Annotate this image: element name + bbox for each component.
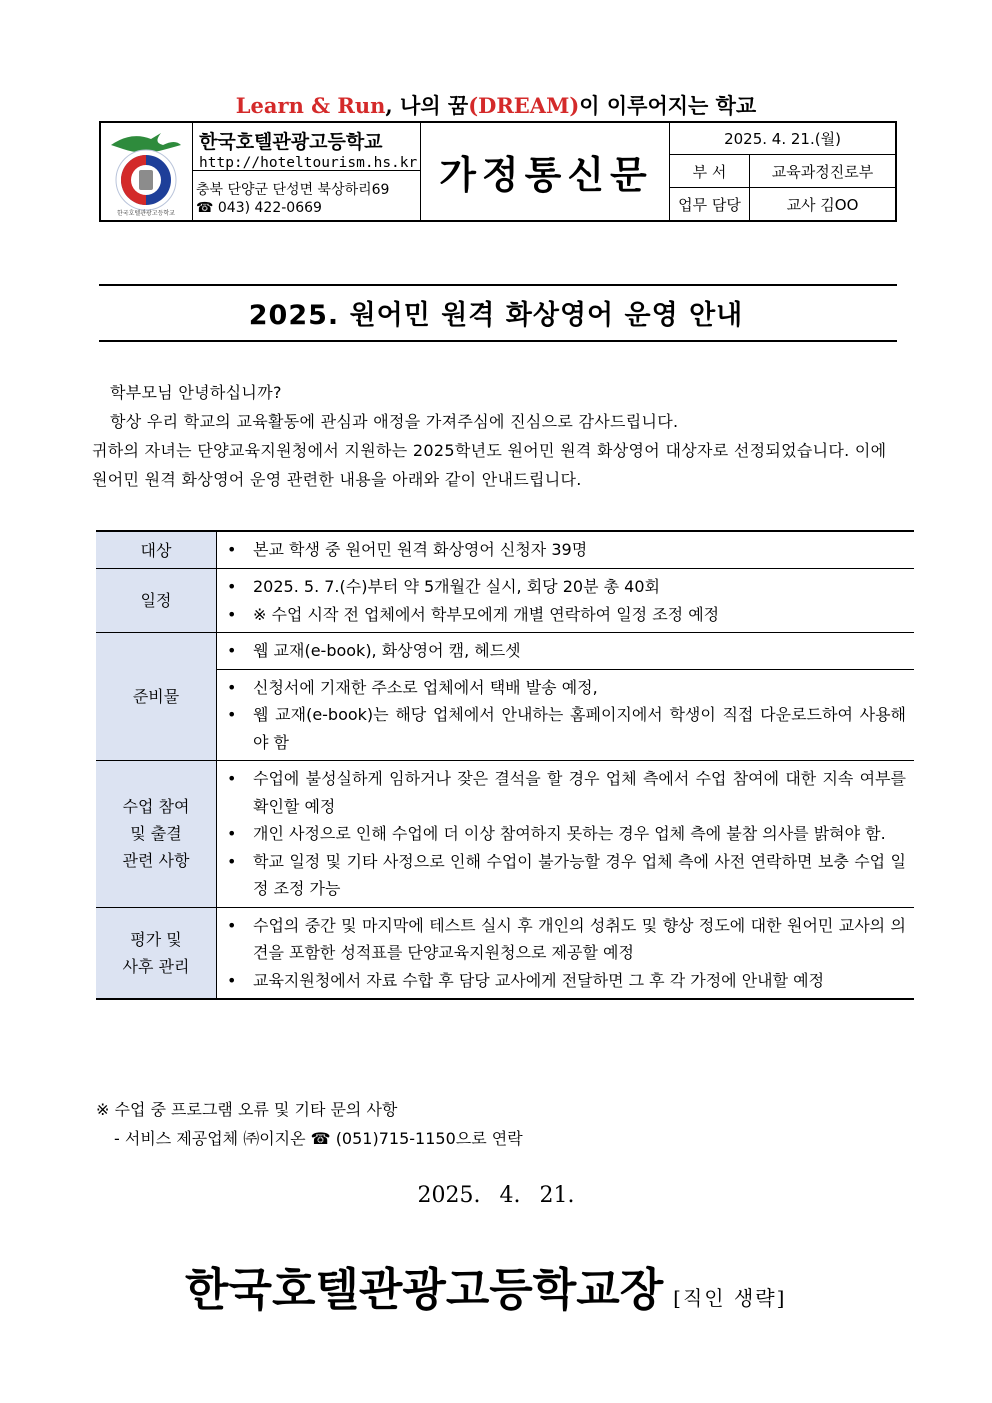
target-label: 대상 — [96, 531, 217, 569]
school-name: 한국호텔관광고등학교 — [199, 131, 383, 153]
schedule-list — [227, 573, 906, 628]
title-top-rule — [99, 284, 897, 286]
attendance-list — [227, 765, 906, 903]
manager-label: 업무 담당 — [670, 188, 750, 220]
list-item: • 웹 교재(e-book)는 해당 업체에서 안내하는 홈페이지에서 학생이 직접 다운로드하여 사용해야 함 — [227, 701, 906, 756]
dept-label: 부 서 — [670, 155, 750, 187]
manager-value: 교사 김OO — [786, 195, 859, 214]
thanks: 항상 우리 학교의 교육활동에 관심과 애정을 가져주심에 진심으로 감사드립니다. — [110, 412, 679, 431]
school-logo — [101, 123, 191, 220]
note-line-2: - 서비스 제공업체 ㈜이지온 ☎ (051)715-1150으로 연락 — [114, 1129, 523, 1148]
list-item: • 수업의 중간 및 마지막에 테스트 실시 후 개인의 성취도 및 향상 정도에 대한 원어민 교사의 의견을 포함한 성적표를 단양교육지원청으로 제공할 예정 — [227, 912, 906, 967]
list-item: • 신청서에 기재한 주소로 업체에서 택배 발송 예정, — [227, 674, 906, 702]
school-url[interactable]: http://hoteltourism.hs.kr — [199, 155, 418, 171]
seal-note: [직인 생략] — [673, 1286, 787, 1310]
list-item: • 수업에 불성실하게 임하거나 잦은 결석을 할 경우 업체 측에서 수업 참여에 대한 지속 여부를 확인할 예정 — [227, 765, 906, 820]
doc-date: 2025. 4. 21.(월) — [670, 123, 895, 155]
doc-title-cell — [423, 123, 670, 220]
list-item: • 웹 교재(e-book), 화상영어 캠, 헤드셋 — [227, 637, 906, 665]
list-item: • 개인 사정으로 인해 수업에 더 이상 참여하지 못하는 경우 업체 측에 불참 의사를 밝혀야 함. — [227, 820, 906, 848]
table-row-attendance — [96, 761, 914, 908]
table-row-prep-b — [96, 669, 914, 761]
motto-end: 이 이루어지는 학교 — [579, 93, 757, 118]
schedule-label: 일정 — [96, 569, 217, 633]
doc-title: 가정통신문 — [439, 152, 653, 197]
intro-text — [92, 378, 902, 494]
principal-signature — [185, 1253, 786, 1318]
school-logo-cell — [101, 123, 193, 220]
eval-label: 평가 및 사후 관리 — [96, 907, 217, 999]
prep-list-a — [227, 637, 906, 665]
table-row-eval — [96, 907, 914, 999]
letterhead — [99, 121, 897, 222]
school-phone: ☎ 043) 422-0669 — [196, 200, 322, 216]
list-item: • ※ 수업 시작 전 업체에서 학부모에게 개별 연락하여 일정 조정 예정 — [227, 601, 906, 629]
table-row-target — [96, 531, 914, 569]
page-title: 2025. 원어민 원격 화상영어 운영 안내 — [248, 300, 744, 331]
table-row-schedule — [96, 569, 914, 633]
logo-ring-text: 한국호텔관광고등학교 — [117, 210, 175, 217]
school-motto — [0, 90, 992, 120]
principal-name: 한국호텔관광고등학교장 — [185, 1263, 664, 1316]
motto-learn-run: Learn & Run — [235, 93, 386, 118]
sign-date: 2025. 4. 21. — [417, 1183, 575, 1208]
motto-dream: (DREAM) — [468, 93, 580, 118]
greeting: 학부모님 안녕하십니까? — [110, 383, 282, 402]
info-table — [96, 530, 914, 1000]
contact-note — [96, 1095, 523, 1153]
list-item: • 교육지원청에서 자료 수합 후 담당 교사에게 전달하면 그 후 각 가정에 안내할 예정 — [227, 967, 906, 995]
dept-row — [670, 155, 895, 188]
list-item: • 본교 학생 중 원어민 원격 화상영어 신청자 39명 — [227, 536, 906, 564]
table-row-prep-a — [96, 633, 914, 670]
eval-list — [227, 912, 906, 995]
note-line-1: ※ 수업 중 프로그램 오류 및 기타 문의 사항 — [96, 1100, 398, 1119]
attendance-label: 수업 참여 및 출결 관련 사항 — [96, 761, 217, 908]
dept-value: 교육과정진로부 — [771, 162, 874, 181]
intro-body: 귀하의 자녀는 단양교육지원청에서 지원하는 2025학년도 원어민 원격 화상영어 대상자로 선정되었습니다. 이에 원어민 원격 화상영어 운영 관련한 내용을 아래와 같이 안내드립니다. — [92, 441, 887, 489]
target-list — [227, 536, 906, 564]
list-item: • 학교 일정 및 기타 사정으로 인해 수업이 불가능할 경우 업체 측에 사전 연락하면 보충 수업 일정 조정 가능 — [227, 848, 906, 903]
prep-list-b — [227, 674, 906, 757]
manager-row — [670, 188, 895, 220]
title-bottom-rule — [99, 340, 897, 342]
list-item: • 2025. 5. 7.(수)부터 약 5개월간 실시, 회당 20분 총 40회 — [227, 573, 906, 601]
school-address: 충북 단양군 단성면 북상하리69 — [196, 182, 390, 198]
motto-my-dream: , 나의 꿈 — [385, 93, 469, 118]
prep-label: 준비물 — [96, 633, 217, 761]
